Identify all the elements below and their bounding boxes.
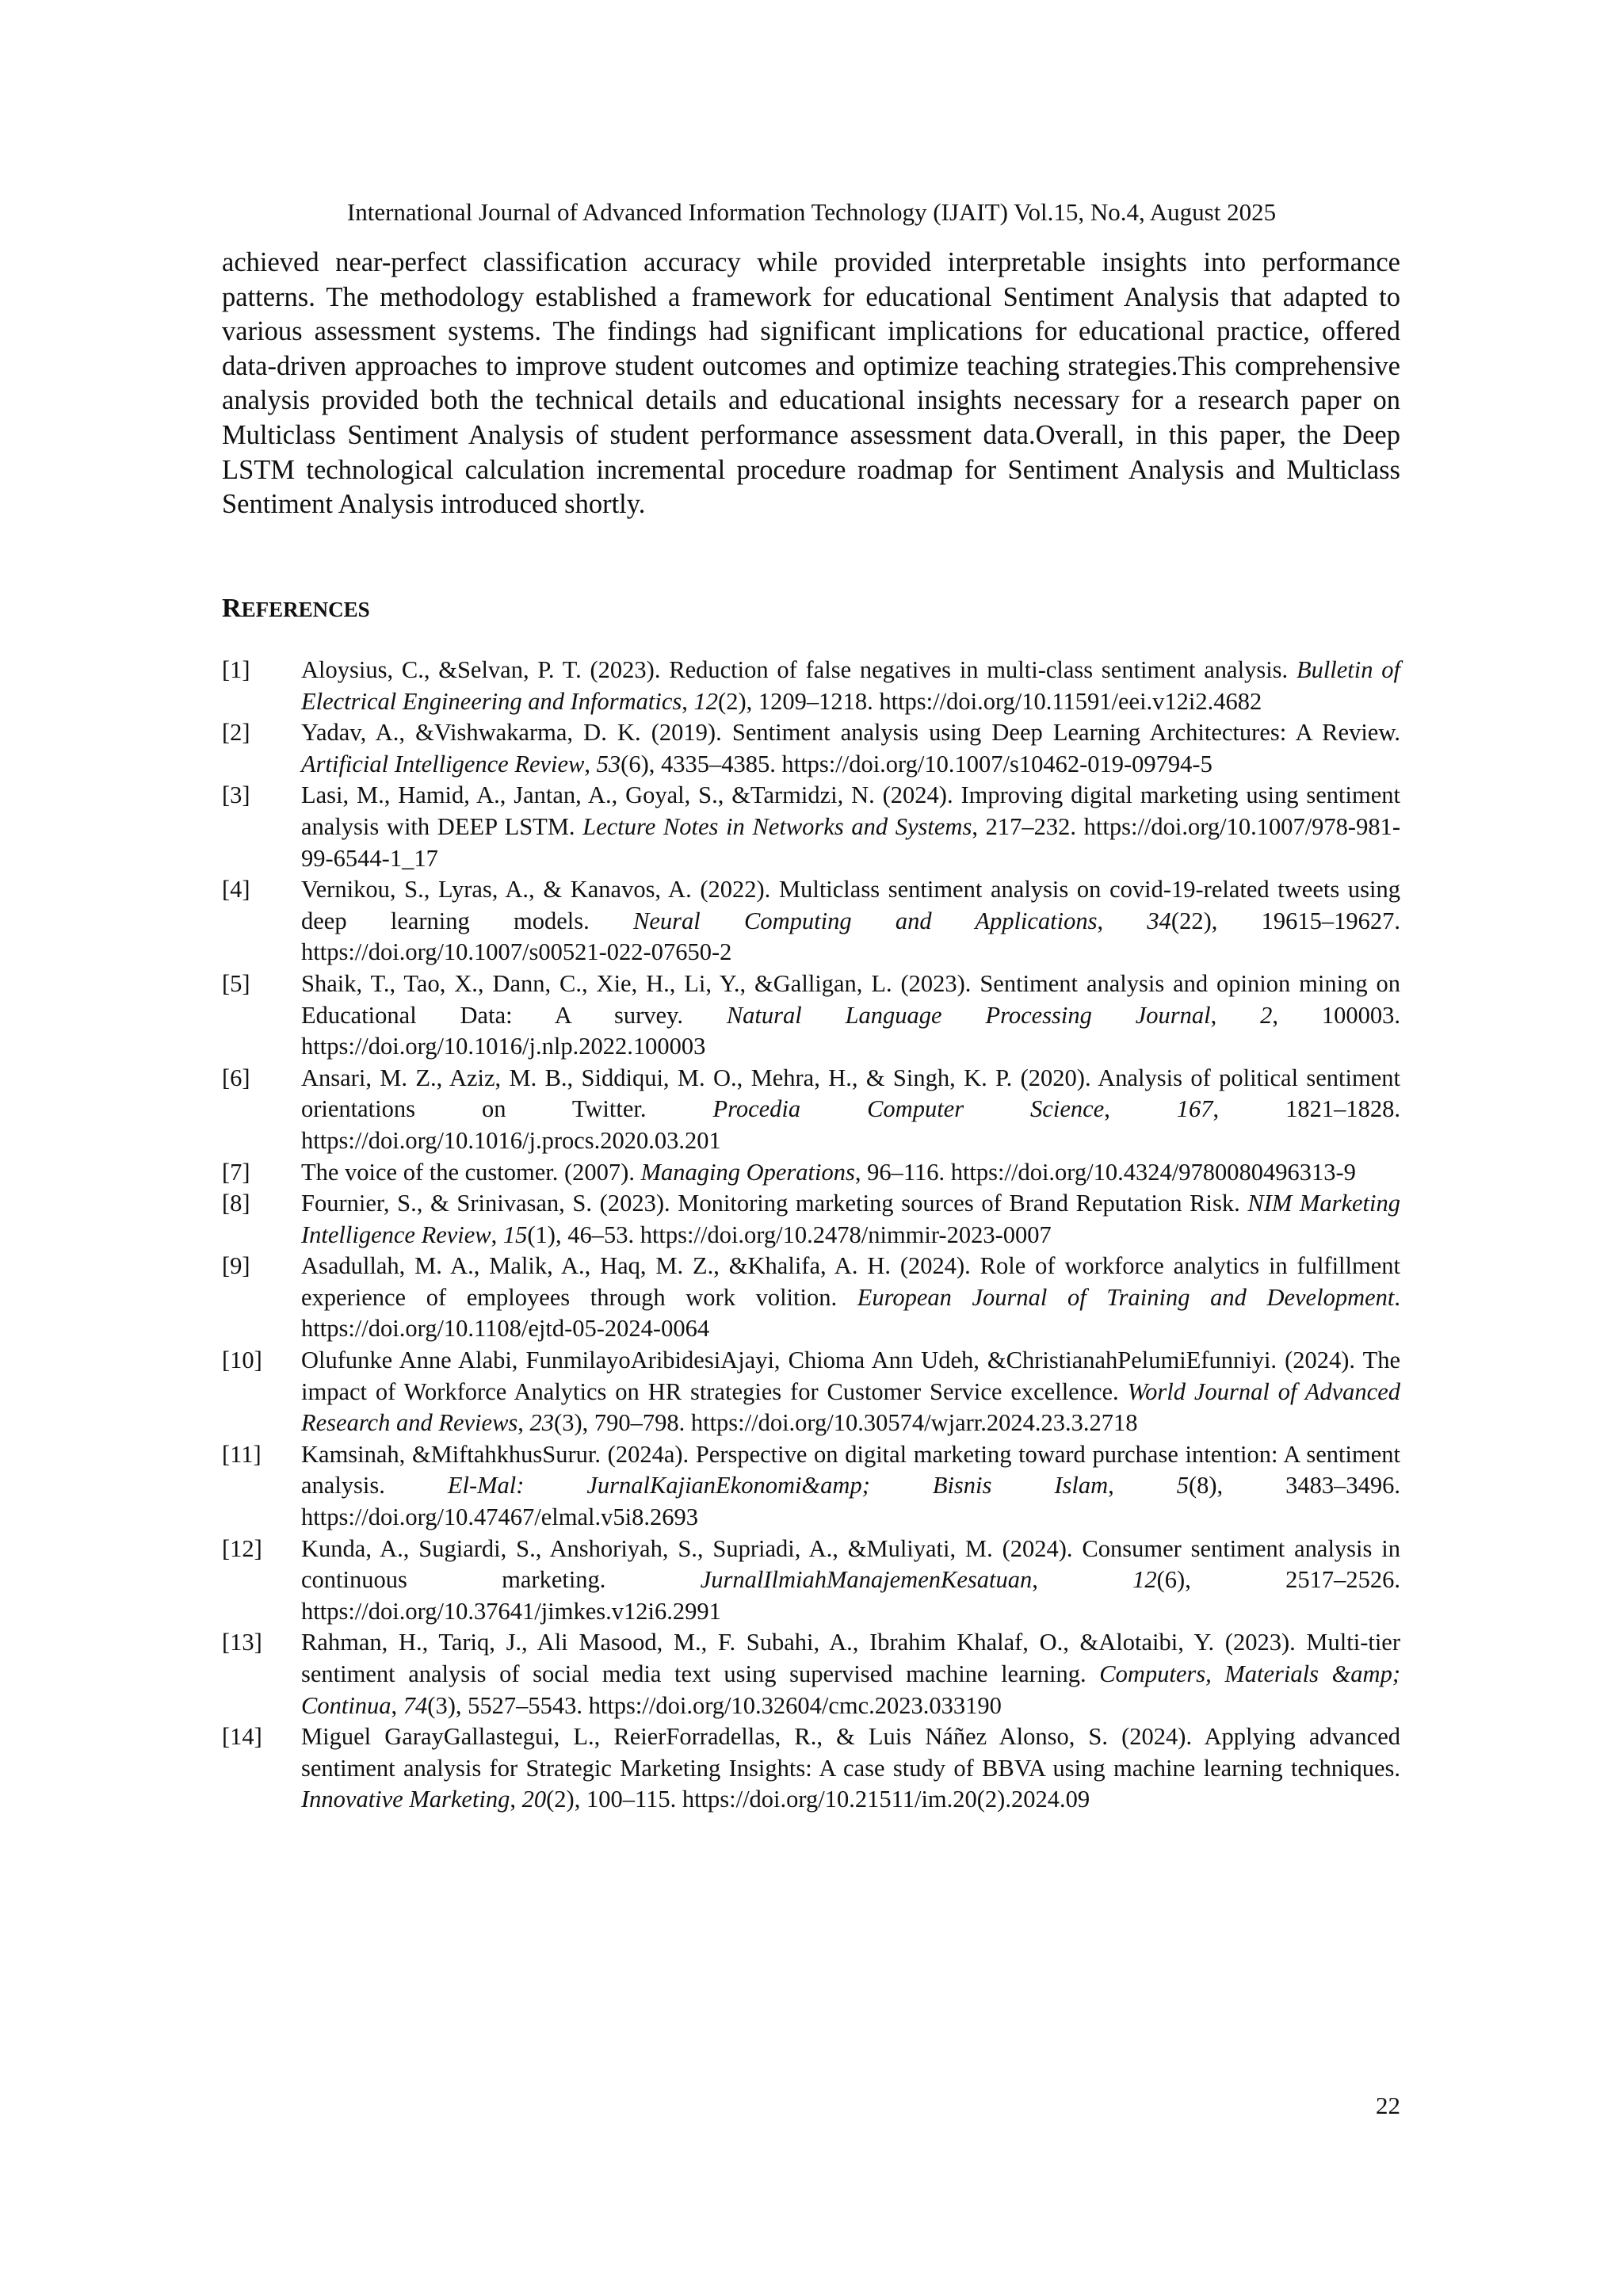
reference-number: [10] <box>222 1347 262 1374</box>
reference-item <box>222 1251 1400 1345</box>
reference-separator: , <box>391 1691 403 1719</box>
reference-authors-title: Yadav, A., &Vishwakarma, D. K. (2019). Sentiment analysis using Deep Learning Architectures: A Review. <box>301 719 1400 747</box>
reference-journal: El-Mal: JurnalKajianEkonomi&amp; Bisnis Islam <box>447 1472 1109 1499</box>
reference-separator: , <box>1210 1001 1261 1029</box>
reference-number: [13] <box>222 1629 262 1656</box>
references-heading <box>222 593 370 625</box>
reference-number: [5] <box>222 969 250 997</box>
references-heading-rest: EFERENCES <box>241 598 370 621</box>
reference-journal: Managing Operations <box>640 1158 855 1186</box>
reference-item <box>222 655 1400 717</box>
reference-volume: 167 <box>1176 1095 1213 1123</box>
reference-details: (2), 1209–1218. https://doi.org/10.11591/eei.v12i2.4682 <box>718 687 1262 715</box>
references-heading-initial: R <box>222 594 242 623</box>
reference-authors-title: Vernikou, S., Lyras, A., & Kanavos, A. (2022). Multiclass sentiment analysis on covid-19-related tweets using deep learning models. <box>301 876 1400 934</box>
reference-details: (3), 790–798. https://doi.org/10.30574/wjarr.2024.23.3.2718 <box>554 1409 1138 1437</box>
reference-volume: 20 <box>521 1786 547 1813</box>
reference-number: [14] <box>222 1723 262 1751</box>
reference-separator: , <box>584 750 597 777</box>
reference-text <box>301 1627 1400 1721</box>
reference-text <box>301 780 1400 874</box>
reference-details: (1), 46–53. https://doi.org/10.2478/nimmir-2023-0007 <box>527 1221 1052 1248</box>
reference-journal: Artificial Intelligence Review <box>301 750 585 777</box>
reference-details: , 100003. https://doi.org/10.1016/j.nlp.2022.100003 <box>301 1001 1400 1060</box>
reference-text <box>301 717 1400 780</box>
reference-number: [3] <box>222 781 250 809</box>
reference-separator: , <box>491 1221 503 1248</box>
reference-separator: , <box>1097 907 1148 934</box>
reference-journal: Innovative Marketing <box>301 1786 510 1813</box>
reference-text <box>301 1251 1400 1345</box>
reference-authors-title: Olufunke Anne Alabi, FunmilayoAribidesiAjayi, Chioma Ann Udeh, &ChristianahPelumiEfunniyi. (2024). The impact of Workforce Analytics on HR strategies for Customer Service excellence. <box>301 1347 1400 1405</box>
reference-item <box>222 1345 1400 1439</box>
reference-item <box>222 1534 1400 1628</box>
reference-authors-title: Ansari, M. Z., Aziz, M. B., Siddiqui, M. O., Mehra, H., & Singh, K. P. (2020). Analysis of political sentiment orientations on Twitter. <box>301 1064 1400 1123</box>
reference-journal: NIM Marketing Intelligence Review <box>301 1190 1400 1248</box>
reference-volume: 23 <box>529 1409 555 1437</box>
reference-journal: World Journal of Advanced Research and Reviews <box>301 1377 1401 1437</box>
reference-separator: , <box>1108 1472 1177 1499</box>
reference-item <box>222 1157 1400 1189</box>
reference-separator: , 217–232. https://doi.org/10.1007/978-981-99-6544-1_17 <box>301 812 1400 872</box>
page-number: 22 <box>1376 2092 1400 2119</box>
reference-details: (6), 2517–2526. https://doi.org/10.37641/jimkes.v12i6.2991 <box>301 1566 1400 1625</box>
reference-number: [7] <box>222 1158 250 1186</box>
reference-text <box>301 1157 1400 1189</box>
reference-details: (3), 5527–5543. https://doi.org/10.32604/cmc.2023.033190 <box>427 1691 1002 1719</box>
reference-item <box>222 874 1400 968</box>
reference-separator: , <box>510 1786 522 1813</box>
reference-text <box>301 1534 1400 1628</box>
reference-text <box>301 1345 1400 1439</box>
reference-number: [8] <box>222 1190 250 1217</box>
reference-number: [2] <box>222 719 250 747</box>
reference-authors-title: Aloysius, C., &Selvan, P. T. (2023). Reduction of false negatives in multi-class sentiment analysis. <box>301 656 1296 683</box>
reference-journal: Computers, Materials &amp; Continua <box>301 1660 1400 1719</box>
reference-authors-title: The voice of the customer. (2007). <box>301 1158 641 1186</box>
running-header: International Journal of Advanced Information Technology (IJAIT) Vol.15, No.4, August 2025 <box>346 198 1277 226</box>
reference-authors-title: Asadullah, M. A., Malik, A., Haq, M. Z., &Khalifa, A. H. (2024). Role of workforce analytics in fulfillment experience of employees through work volition. <box>301 1252 1400 1311</box>
reference-details: (22), 19615–19627. https://doi.org/10.1007/s00521-022-07650-2 <box>301 907 1400 966</box>
reference-number: [12] <box>222 1534 262 1562</box>
reference-volume: 12 <box>1132 1566 1157 1594</box>
reference-volume: 74 <box>403 1691 428 1719</box>
reference-item <box>222 1188 1400 1251</box>
reference-separator: . https://doi.org/10.1108/ejtd-05-2024-0064 <box>301 1283 1400 1343</box>
reference-journal: Natural Language Processing Journal <box>726 1001 1211 1029</box>
reference-text <box>301 1721 1400 1816</box>
reference-text <box>301 1439 1400 1534</box>
reference-authors-title: Fournier, S., & Srinivasan, S. (2023). Monitoring marketing sources of Brand Reputation Risk. <box>301 1190 1248 1217</box>
conclusion-paragraph: achieved near-perfect classification accuracy while provided interpretable insights into performance patterns. The methodology established a framework for educational Sentiment Analysis that adapted to various assessment systems. The findings had significant implications for educational practice, offered data-driven approaches to improve student outcomes and optimize teaching strategies.This comprehensive analysis provided both the technical details and educational insights necessary for a research paper on Multiclass Sentiment Analysis of student performance assessment data.Overall, in this paper, the Deep LSTM technological calculation incremental procedure roadmap for Sentiment Analysis and Multiclass Sentiment Analysis introduced shortly. <box>222 247 1400 520</box>
reference-details: (2), 100–115. https://doi.org/10.21511/im.20(2).2024.09 <box>546 1786 1090 1813</box>
reference-separator: , <box>682 687 694 715</box>
reference-authors-title: Lasi, M., Hamid, A., Jantan, A., Goyal, S., &Tarmidzi, N. (2024). Improving digital marketing using sentiment analysis with DEEP LSTM. <box>301 781 1400 840</box>
reference-text <box>301 1063 1400 1157</box>
reference-authors-title: Shaik, T., Tao, X., Dann, C., Xie, H., Li, Y., &Galligan, L. (2023). Sentiment analysis and opinion mining on Educational Data: A survey. <box>301 969 1400 1029</box>
reference-number: [1] <box>222 656 250 683</box>
reference-separator: , <box>1104 1095 1177 1123</box>
reference-journal: Procedia Computer Science <box>712 1095 1105 1123</box>
reference-text <box>301 968 1400 1063</box>
reference-text <box>301 1188 1400 1251</box>
reference-number: [9] <box>222 1252 250 1280</box>
reference-separator: , <box>517 1409 530 1437</box>
reference-list <box>222 655 1400 1816</box>
reference-authors-title: Miguel GarayGallastegui, L., ReierForradellas, R., & Luis Náñez Alonso, S. (2024). Applying advanced sentiment analysis for Strategic Marketing Insights: A case study of BBVA using machine learning techniques. <box>301 1723 1400 1782</box>
reference-volume: 12 <box>693 687 719 715</box>
reference-volume: 5 <box>1176 1472 1189 1499</box>
reference-volume: 34 <box>1147 907 1171 934</box>
reference-journal: Neural Computing and Applications <box>633 907 1098 934</box>
reference-separator: , <box>1032 1566 1133 1594</box>
reference-item <box>222 780 1400 874</box>
reference-details: (6), 4335–4385. https://doi.org/10.1007/s10462-019-09794-5 <box>621 750 1212 777</box>
reference-item <box>222 1721 1400 1816</box>
reference-details: (8), 3483–3496. https://doi.org/10.47467/elmal.v5i8.2693 <box>301 1472 1401 1531</box>
reference-volume: 2 <box>1260 1001 1273 1029</box>
reference-item <box>222 1627 1400 1721</box>
reference-authors-title: Kunda, A., Sugiardi, S., Anshoriyah, S., Supriadi, A., &Muliyati, M. (2024). Consumer sentiment analysis in continuous marketing. <box>301 1534 1400 1594</box>
reference-volume: 53 <box>596 750 621 777</box>
reference-number: [6] <box>222 1064 250 1091</box>
reference-authors-title: Kamsinah, &MiftahkhusSurur. (2024a). Perspective on digital marketing toward purchase intention: A sentiment analysis. <box>301 1440 1400 1499</box>
reference-volume: 15 <box>502 1221 528 1248</box>
reference-details: , 1821–1828. https://doi.org/10.1016/j.procs.2020.03.201 <box>301 1095 1401 1154</box>
reference-text <box>301 874 1400 968</box>
reference-journal: European Journal of Training and Development <box>857 1283 1395 1311</box>
reference-number: [4] <box>222 876 250 904</box>
reference-item <box>222 1439 1400 1534</box>
reference-item <box>222 968 1400 1063</box>
reference-journal: JurnalIlmiahManajemenKesatuan <box>700 1566 1033 1594</box>
reference-journal: Bulletin of Electrical Engineering and Informatics <box>301 656 1400 715</box>
reference-separator: , 96–116. https://doi.org/10.4324/9780080496313-9 <box>854 1158 1356 1186</box>
reference-number: [11] <box>222 1440 262 1468</box>
reference-item <box>222 1063 1400 1157</box>
reference-text <box>301 655 1400 717</box>
reference-journal: Lecture Notes in Networks and Systems <box>582 812 972 840</box>
reference-authors-title: Rahman, H., Tariq, J., Ali Masood, M., F. Subahi, A., Ibrahim Khalaf, O., &Alotaibi, Y. (2023). Multi-tier sentiment analysis of social media text using supervised machine learning. <box>301 1629 1400 1687</box>
reference-item <box>222 717 1400 780</box>
